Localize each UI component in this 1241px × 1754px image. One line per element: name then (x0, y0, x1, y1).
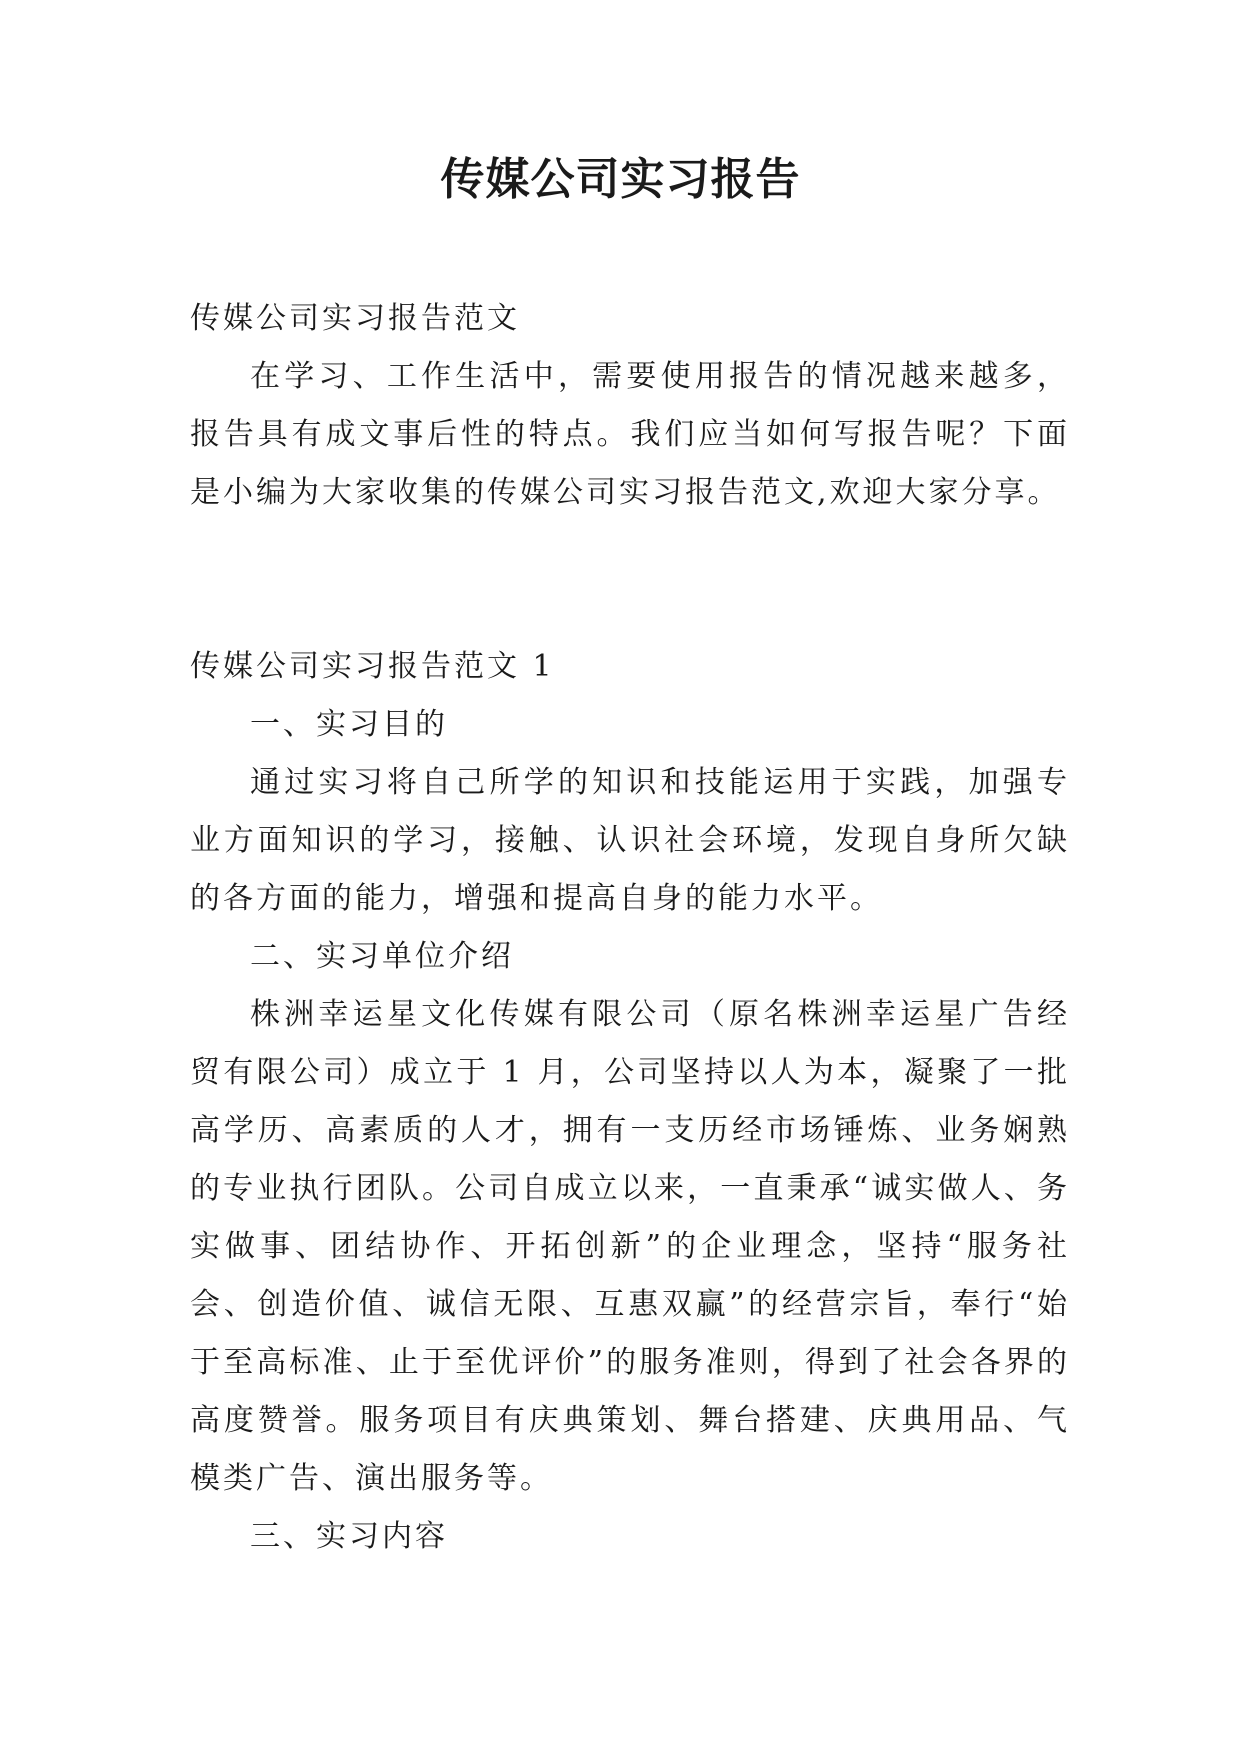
subsection-heading: 二、实习单位介绍 (250, 939, 514, 974)
body-paragraph: 通过实习将自己所学的知识和技能运用于实践，加强专业方面知识的学习，接触、认识社会环境，发现自身所欠缺的各方面的能力，增强和提高自身的能力水平。 (190, 765, 1070, 916)
body-paragraph: 株洲幸运星文化传媒有限公司（原名株洲幸运星广告经贸有限公司）成立于 1 月，公司坚持以人为本，凝聚了一批高学历、高素质的人才，拥有一支历经市场锤炼、业务娴熟的专业执行团队。公司自成立以来，一直秉承“诚实做人、务实做事、团结协作、开拓创新”的企业理念，坚持“服务社会、创造价值、诚信无限、互惠双赢”的经营宗旨，奉行“始于至高标准、止于至优评价”的服务准则，得到了社会各界的高度赞誉。服务项目有庆典策划、舞台搭建、庆典用品、气模类广告、演出服务等。 (190, 997, 1070, 1496)
intro-paragraph: 在学习、工作生活中，需要使用报告的情况越来越多，报告具有成文事后性的特点。我们应当如何写报告呢？下面是小编为大家收集的传媒公司实习报告范文,欢迎大家分享。 (190, 359, 1070, 510)
subsection-heading: 三、实习内容 (250, 1519, 448, 1554)
document-title: 传媒公司实习报告 (440, 154, 801, 205)
spacer (190, 522, 1070, 638)
section-heading: 传媒公司实习报告范文 1 (190, 649, 555, 684)
document-body (190, 290, 1070, 1566)
section-heading: 传媒公司实习报告范文 (190, 301, 520, 336)
subsection-heading: 一、实习目的 (250, 707, 448, 742)
